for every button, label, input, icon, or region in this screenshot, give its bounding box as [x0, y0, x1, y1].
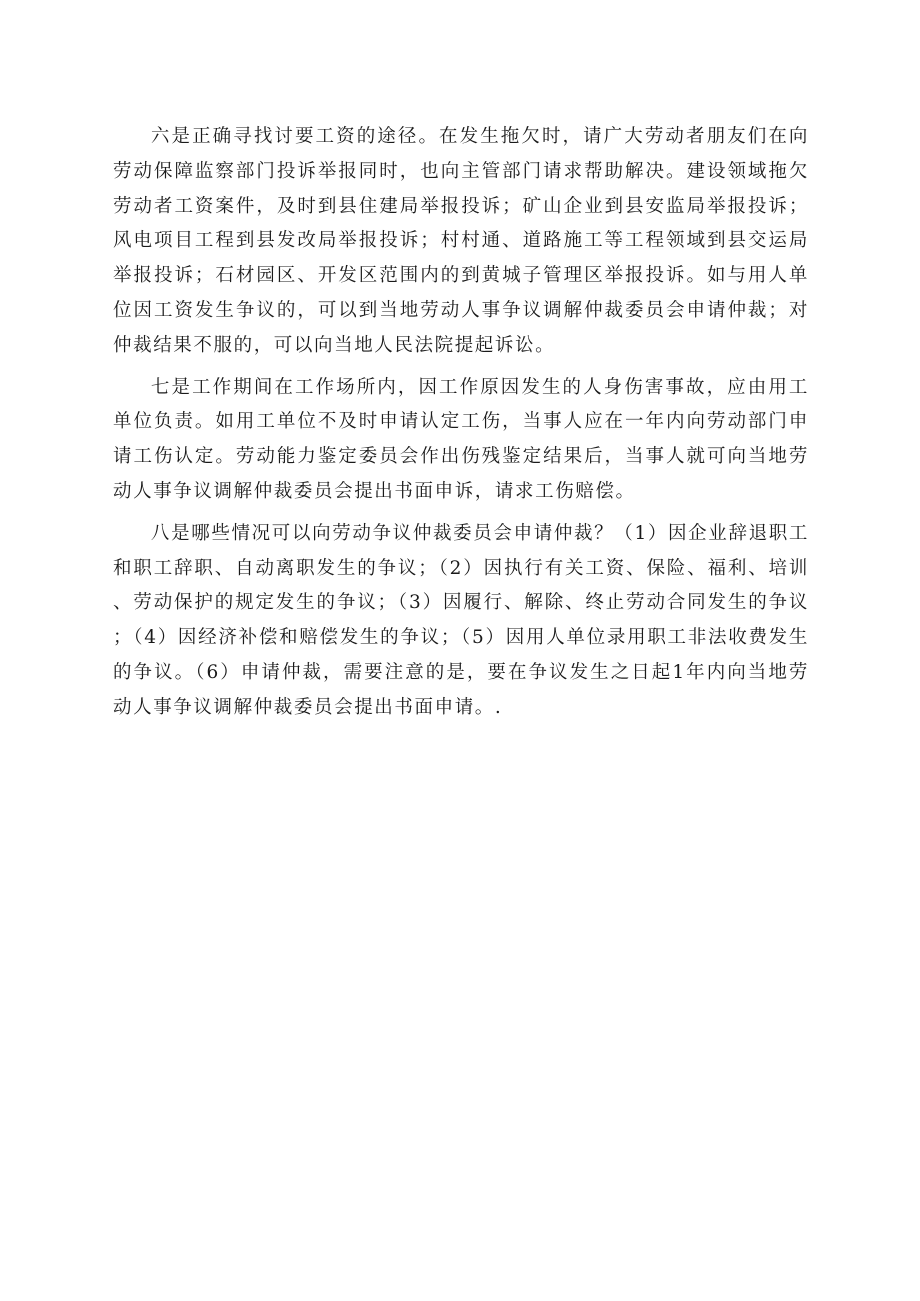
paragraph-eight: 八是哪些情况可以向劳动争议仲裁委员会申请仲裁？（1）因企业辞退职工和职工辞职、自动离职发生的争议；（2）因执行有关工资、保险、福利、培训、劳动保护的规定发生的争议；（3）因履行、解除、终止劳动合同发生的争议；（4）因经济补偿和赔偿发生的争议；（5）因用人单位录用职工非法收费发生的争议。（6）申请仲裁，需要注意的是，要在争议发生之日起1年内向当地劳动人事争议调解仲裁委员会提出书面申请。.	[113, 522, 809, 718]
paragraph-six: 六是正确寻找讨要工资的途径。在发生拖欠时，请广大劳动者朋友们在向劳动保障监察部门投诉举报同时，也向主管部门请求帮助解决。建设领域拖欠劳动者工资案件，及时到县住建局举报投诉；矿山企业到县安监局举报投诉；风电项目工程到县发改局举报投诉；村村通、道路施工等工程领域到县交运局举报投诉；石材园区、开发区范围内的到黄城子管理区举报投诉。如与用人单位因工资发生争议的，可以到当地劳动人事争议调解仲裁委员会申请仲裁；对仲裁结果不服的，可以向当地人民法院提起诉讼。	[113, 126, 809, 356]
paragraph-seven: 七是工作期间在工作场所内，因工作原因发生的人身伤害事故，应由用工单位负责。如用工单位不及时申请认定工伤，当事人应在一年内向劳动部门申请工伤认定。劳动能力鉴定委员会作出伤残鉴定结果后，当事人就可向当地劳动人事争议调解仲裁委员会提出书面申诉，请求工伤赔偿。	[113, 376, 809, 502]
document-page	[113, 120, 809, 733]
